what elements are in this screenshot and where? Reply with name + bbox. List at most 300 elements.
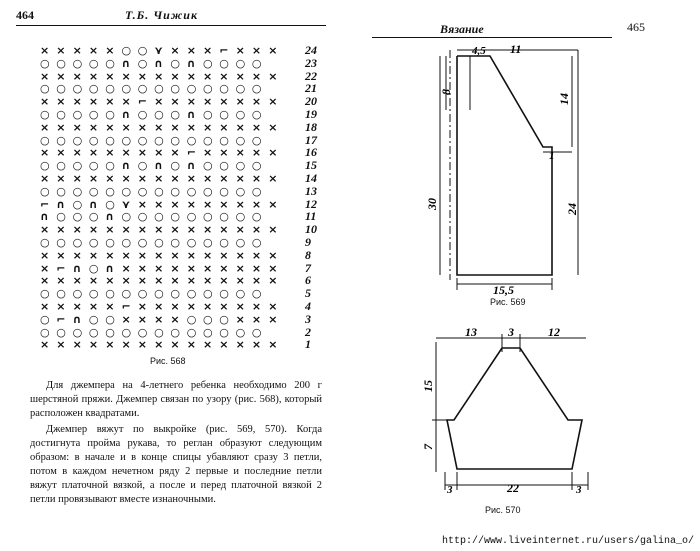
circle-icon: ○ [56,184,66,198]
crossed-arch-icon: ⌐ [121,300,131,313]
x-icon: × [203,95,213,109]
circle-icon: ○ [251,287,262,301]
dim-label-top-left: 13 [465,325,477,339]
circle-icon: ○ [154,325,164,339]
x-icon: × [121,146,131,160]
circle-icon: ○ [170,236,180,249]
x-icon: × [235,338,245,352]
x-icon: × [268,120,278,134]
circle-icon: ○ [219,159,229,173]
x-icon: × [121,69,131,83]
x-icon: × [203,274,213,288]
x-icon: × [268,312,278,326]
x-icon: × [251,312,262,326]
circle-icon: ○ [88,287,99,301]
x-icon: × [203,248,213,262]
arch-icon: ∩ [105,210,115,224]
x-icon: × [56,172,66,185]
circle-icon: ○ [137,184,148,198]
circle-icon: ○ [121,44,132,57]
x-icon: × [137,312,148,326]
x-icon: × [137,146,148,160]
running-header-title: Вязание [440,22,484,36]
x-icon: × [251,248,262,262]
x-icon: × [88,69,99,83]
x-icon: × [203,44,213,57]
x-icon: × [251,172,262,185]
circle-icon: ○ [105,312,115,326]
chart-row [40,57,330,70]
x-icon: × [170,120,180,134]
circle-icon: ○ [56,82,66,96]
x-icon: × [40,300,50,313]
x-icon: × [170,44,180,57]
x-icon: × [72,274,82,288]
circle-icon: ○ [137,287,148,301]
chart-row-number: 19 [305,107,317,121]
x-icon: × [56,274,66,288]
circle-icon: ○ [40,108,50,121]
x-icon: × [72,223,82,237]
x-icon: × [219,146,229,160]
circle-icon: ○ [88,312,99,326]
x-icon: × [251,300,262,313]
x-icon: × [203,300,213,313]
circle-icon: ○ [72,236,83,249]
circle-icon: ○ [72,287,83,301]
dim-label-right-upper: 14 [557,93,571,105]
x-icon: × [186,69,196,83]
x-icon: × [105,69,115,83]
x-icon: × [235,261,245,275]
x-icon: × [40,223,50,237]
circle-icon: ○ [235,236,246,249]
x-icon: × [268,69,278,83]
dim-label-bottom-right: 3 [576,484,582,496]
circle-icon: ○ [170,184,180,198]
header-rule-right [372,37,612,38]
circle-icon: ○ [170,56,180,70]
circle-icon: ○ [88,210,99,224]
circle-icon: ○ [40,82,50,96]
x-icon: × [268,274,278,288]
x-icon: × [40,274,50,288]
chart-row [40,159,330,172]
x-icon: × [154,223,164,237]
circle-icon: ○ [56,236,66,249]
circle-icon: ○ [154,133,164,147]
x-icon: × [268,95,278,109]
circle-icon: ○ [137,159,148,173]
x-icon: × [40,248,50,262]
circle-icon: ○ [40,325,50,339]
x-icon: × [56,248,66,262]
x-icon: × [88,120,99,134]
chart-row-number: 5 [305,286,311,301]
chart-row [40,134,330,147]
circle-icon: ○ [203,56,213,70]
crossed-arch-icon: ⌐ [56,261,66,275]
x-icon: × [219,300,229,313]
dim-label-right-lower: 24 [565,203,579,215]
circle-icon: ○ [72,159,83,173]
x-icon: × [154,95,164,109]
circle-icon: ○ [203,210,213,224]
circle-icon: ○ [235,184,246,198]
chart-row [40,95,330,108]
x-icon: × [88,274,99,288]
arch-icon: ∩ [40,210,49,224]
arch-icon: ∩ [121,108,131,121]
arch-icon: ∩ [154,56,164,70]
dim-label-top-right: 12 [548,325,560,339]
circle-icon: ○ [137,82,148,96]
x-icon: × [56,338,66,352]
crossed-arch-icon: ⌐ [137,95,148,109]
knitting-chart-568 [40,44,330,354]
chart-row [40,287,330,300]
x-icon: × [170,300,180,313]
chart-row-number: 1 [305,337,311,352]
circle-icon: ○ [251,236,262,249]
x-icon: × [154,300,164,313]
circle-icon: ○ [235,82,246,96]
x-icon: × [121,312,131,326]
x-icon: × [268,248,278,262]
x-icon: × [186,120,196,134]
x-icon: × [235,274,245,288]
x-icon: × [72,248,82,262]
circle-icon: ○ [170,325,180,339]
x-icon: × [186,223,196,237]
x-icon: × [186,261,196,275]
circle-icon: ○ [186,325,197,339]
circle-icon: ○ [186,312,197,326]
x-icon: × [170,69,180,83]
circle-icon: ○ [105,82,115,96]
crossed-arch-icon: ⌐ [56,312,66,326]
circle-icon: ○ [105,108,115,121]
circle-icon: ○ [72,56,83,70]
x-icon: × [219,261,229,275]
x-icon: × [72,146,82,160]
body-pattern-diagram-570 [350,322,700,522]
chart-row-number: 16 [305,145,317,160]
circle-icon: ○ [121,210,132,224]
x-icon: × [88,95,99,109]
arch-icon: ∩ [186,108,196,121]
circle-icon: ○ [105,133,115,147]
x-icon: × [72,338,82,352]
x-icon: × [235,146,245,160]
chart-row [40,326,330,339]
x-icon: × [72,69,82,83]
x-icon: × [235,120,245,134]
x-icon: × [251,261,262,275]
circle-icon: ○ [105,184,115,198]
chart-row-number: 23 [305,55,317,70]
circle-icon: ○ [235,56,246,70]
circle-icon: ○ [235,159,246,173]
chart-row-number: 14 [305,171,317,185]
x-icon: × [235,223,245,237]
x-icon: × [170,223,180,237]
x-icon: × [219,274,229,288]
circle-icon: ○ [121,133,132,147]
circle-icon: ○ [251,133,262,147]
circle-icon: ○ [235,325,246,339]
circle-icon: ○ [219,312,229,326]
arch-icon: ∩ [72,261,82,275]
chart-row-number: 24 [305,43,317,57]
chart-row-number: 11 [305,209,317,224]
check-icon: ⋎ [154,44,164,57]
chart-row [40,249,330,262]
x-icon: × [56,95,66,109]
circle-icon: ○ [186,82,197,96]
circle-icon: ○ [170,287,180,301]
x-icon: × [72,95,82,109]
chart-row [40,313,330,326]
circle-icon: ○ [72,108,83,121]
arch-icon: ∩ [186,56,196,70]
circle-icon: ○ [235,108,246,121]
chart-row-number: 22 [305,68,317,83]
circle-icon: ○ [121,325,132,339]
circle-icon: ○ [203,184,213,198]
x-icon: × [170,248,180,262]
circle-icon: ○ [219,325,229,339]
x-icon: × [268,197,278,211]
x-icon: × [105,338,115,352]
x-icon: × [203,69,213,83]
dim-label-left-upper: 15 [421,380,435,392]
circle-icon: ○ [137,133,148,147]
circle-icon: ○ [219,56,229,70]
circle-icon: ○ [251,210,262,224]
x-icon: × [137,120,148,134]
check-icon: ⋎ [121,197,131,211]
x-icon: × [121,223,131,237]
circle-icon: ○ [88,108,99,121]
x-icon: × [235,44,245,57]
circle-icon: ○ [203,325,213,339]
circle-icon: ○ [121,82,132,96]
dim-label-left-upper: 8 [439,89,453,95]
x-icon: × [268,338,278,352]
page-number-left: 464 [16,8,34,22]
x-icon: × [170,312,180,326]
x-icon: × [203,197,213,211]
x-icon: × [137,300,148,313]
x-icon: × [219,338,229,352]
circle-icon: ○ [203,82,213,96]
x-icon: × [154,274,164,288]
chart-row [40,44,330,57]
circle-icon: ○ [56,159,66,173]
x-icon: × [235,172,245,185]
arch-icon: ∩ [154,159,164,173]
x-icon: × [40,146,50,160]
chart-row-number: 12 [305,196,317,211]
chart-row-number: 15 [305,158,317,173]
x-icon: × [186,274,196,288]
dim-label-notch: 1 [549,150,555,162]
circle-icon: ○ [203,133,213,147]
chart-row-number: 9 [305,235,311,249]
circle-icon: ○ [186,210,197,224]
x-icon: × [105,248,115,262]
running-header-author: Т.Б. Чижик [125,8,199,22]
circle-icon: ○ [121,184,132,198]
x-icon: × [251,197,262,211]
x-icon: × [154,312,164,326]
chart-row [40,146,330,159]
circle-icon: ○ [105,159,115,173]
circle-icon: ○ [154,108,164,121]
dim-label-left-total: 30 [425,198,439,210]
paragraph-pattern: Джемпер вяжут по выкройке (рис. 569, 570). Когда достигнута пройма рукава, то реглан образуют следующим образом: в начале и в конце спицы убавляют сразу 3 петли, потом в каждом нечетном ряду 2 первые и последние петли вяжут платочной вязкой, а после и перед платочной вязкой 2 петли провязывают вместе изнаночными. [30,424,322,505]
chart-row [40,274,330,287]
x-icon: × [235,300,245,313]
x-icon: × [219,223,229,237]
right-page [350,0,700,551]
circle-icon: ○ [40,236,50,249]
x-icon: × [186,197,196,211]
chart-row-number: 2 [305,324,311,339]
circle-icon: ○ [40,159,50,173]
arch-icon: ∩ [186,159,196,173]
chart-row [40,262,330,275]
x-icon: × [137,338,148,352]
x-icon: × [268,261,278,275]
circle-icon: ○ [137,56,148,70]
sleeve-outline [457,56,552,275]
circle-icon: ○ [186,236,197,249]
circle-icon: ○ [40,287,50,301]
circle-icon: ○ [137,210,148,224]
chart-row-number: 17 [305,132,317,147]
circle-icon: ○ [88,325,99,339]
chart-row [40,300,330,313]
chart-row-number: 20 [305,94,317,109]
crossed-arch-icon: ⌐ [219,44,229,57]
x-icon: × [170,146,180,160]
x-icon: × [40,120,50,134]
chart-row-number: 18 [305,119,317,134]
x-icon: × [219,197,229,211]
circle-icon: ○ [88,56,99,70]
circle-icon: ○ [186,133,197,147]
circle-icon: ○ [88,261,99,275]
x-icon: × [137,69,148,83]
circle-icon: ○ [137,44,148,57]
circle-icon: ○ [203,312,213,326]
x-icon: × [72,44,82,57]
circle-icon: ○ [154,82,164,96]
x-icon: × [154,261,164,275]
circle-icon: ○ [56,133,66,147]
circle-icon: ○ [88,159,99,173]
x-icon: × [72,120,82,134]
circle-icon: ○ [235,133,246,147]
x-icon: × [40,95,50,109]
x-icon: × [170,274,180,288]
circle-icon: ○ [88,236,99,249]
x-icon: × [40,261,50,275]
x-icon: × [137,274,148,288]
x-icon: × [56,146,66,160]
x-icon: × [219,95,229,109]
circle-icon: ○ [251,108,262,121]
x-icon: × [105,120,115,134]
x-icon: × [56,120,66,134]
x-icon: × [56,44,66,57]
x-icon: × [105,95,115,109]
x-icon: × [219,69,229,83]
x-icon: × [137,248,148,262]
circle-icon: ○ [137,236,148,249]
x-icon: × [56,300,66,313]
circle-icon: ○ [203,236,213,249]
chart-row [40,210,330,223]
x-icon: × [170,261,180,275]
x-icon: × [72,172,82,185]
circle-icon: ○ [203,287,213,301]
x-icon: × [268,146,278,160]
circle-icon: ○ [40,133,50,147]
x-icon: × [137,197,148,211]
circle-icon: ○ [40,312,50,326]
x-icon: × [170,197,180,211]
figure-caption-570: Рис. 570 [485,505,521,515]
circle-icon: ○ [170,82,180,96]
chart-row [40,236,330,249]
x-icon: × [88,44,99,57]
circle-icon: ○ [105,287,115,301]
x-icon: × [186,338,196,352]
circle-icon: ○ [219,82,229,96]
x-icon: × [186,95,196,109]
dim-label-top-mid: 3 [508,325,514,339]
arch-icon: ∩ [56,197,66,211]
x-icon: × [40,172,50,185]
chart-row [40,338,330,351]
chart-row-number: 10 [305,222,317,237]
x-icon: × [105,274,115,288]
dim-label-left-lower: 7 [421,444,435,450]
x-icon: × [40,44,50,57]
circle-icon: ○ [72,133,83,147]
x-icon: × [170,172,180,185]
x-icon: × [154,146,164,160]
x-icon: × [186,248,196,262]
circle-icon: ○ [154,210,164,224]
circle-icon: ○ [154,287,164,301]
circle-icon: ○ [154,236,164,249]
circle-icon: ○ [56,108,66,121]
circle-icon: ○ [170,210,180,224]
circle-icon: ○ [72,197,83,211]
x-icon: × [121,120,131,134]
circle-icon: ○ [186,184,197,198]
x-icon: × [235,312,245,326]
circle-icon: ○ [235,287,246,301]
x-icon: × [88,248,99,262]
x-icon: × [235,69,245,83]
circle-icon: ○ [203,108,213,121]
chart-row [40,172,330,185]
